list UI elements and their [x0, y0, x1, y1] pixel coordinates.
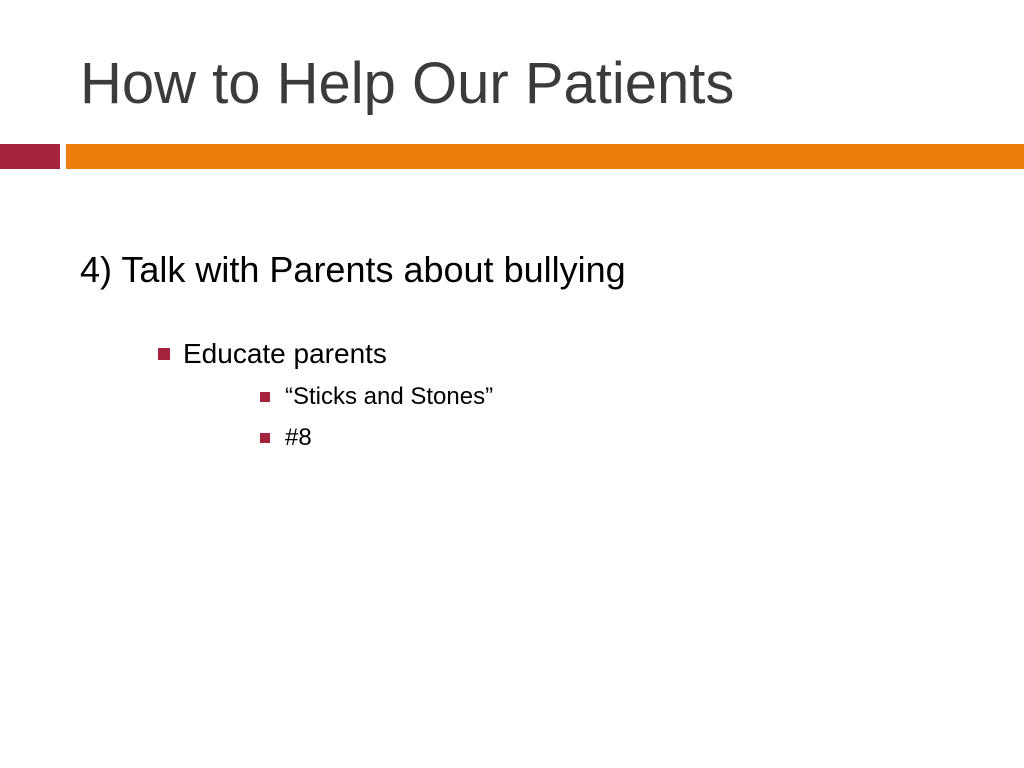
bullet-item-label: Educate parents: [183, 338, 387, 369]
accent-bar-left: [0, 144, 60, 169]
bullet-item: [158, 336, 387, 372]
square-bullet-icon: [260, 433, 270, 443]
sub-bullet-item: [260, 423, 312, 453]
sub-bullet-item-label: “Sticks and Stones”: [285, 383, 494, 410]
sub-bullet-item-label: #8: [285, 424, 312, 451]
square-bullet-icon: [260, 392, 270, 402]
accent-bar-right: [66, 144, 1024, 169]
square-bullet-icon: [158, 348, 170, 360]
slide-title: How to Help Our Patients: [80, 51, 735, 116]
sub-bullet-item: [260, 382, 493, 412]
content-heading: 4) Talk with Parents about bullying: [80, 249, 626, 290]
